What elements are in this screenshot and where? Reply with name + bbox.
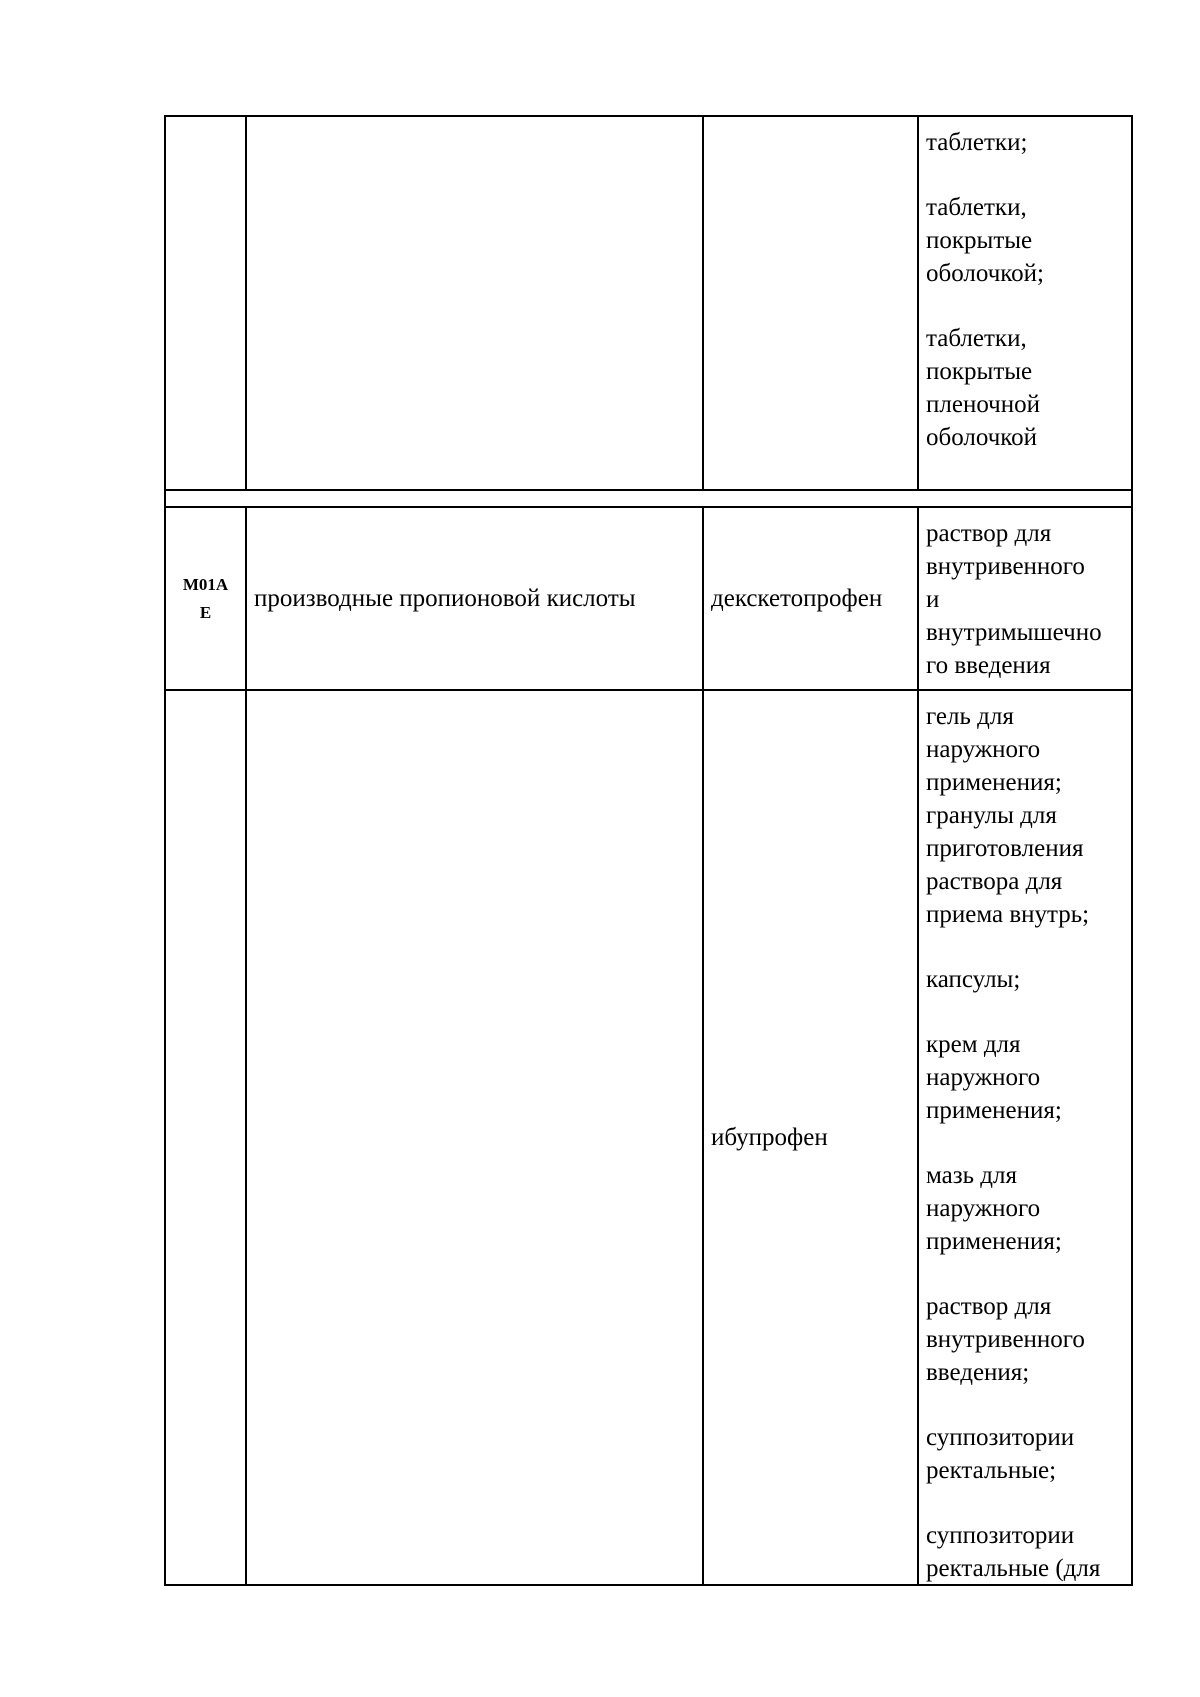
dosage-forms-list bbox=[919, 126, 1131, 454]
dosage-forms-list bbox=[919, 700, 1131, 1584]
group-cell bbox=[247, 117, 704, 489]
atc-code-cell bbox=[166, 691, 247, 1584]
group-cell bbox=[247, 691, 704, 1584]
dosage-forms-list bbox=[919, 517, 1131, 682]
dosage-form-item: суппозитории ректальные (для bbox=[926, 1522, 1101, 1582]
atc-code-cell bbox=[166, 508, 247, 689]
dosage-form-item: крем для наружного применения; bbox=[926, 1031, 1062, 1124]
dosage-form-item: капсулы; bbox=[926, 966, 1021, 993]
dosage-forms-cell bbox=[919, 508, 1131, 689]
dosage-form-item: суппозитории ректальные; bbox=[926, 1424, 1075, 1484]
drug-name: декскетопрофен bbox=[711, 585, 883, 612]
drug-table bbox=[164, 115, 1133, 1586]
dosage-form-item: мазь для наружного применения; bbox=[926, 1162, 1062, 1255]
pharmacological-group: производные пропионовой кислоты bbox=[254, 585, 636, 612]
atc-code-cell bbox=[166, 117, 247, 489]
drug-cell bbox=[704, 508, 919, 689]
table-row bbox=[166, 508, 1131, 691]
dosage-form-item: гель для наружного применения; гранулы для приготовления раствора для приема внутрь; bbox=[926, 703, 1090, 928]
dosage-form-item: раствор для внутривенного и внутримышечно го введения bbox=[926, 520, 1102, 679]
dosage-form-item: таблетки, покрытые оболочкой; bbox=[926, 194, 1044, 287]
drug-name: ибупрофен bbox=[711, 1124, 828, 1151]
dosage-form-item: таблетки, покрытые пленочной оболочкой bbox=[926, 325, 1041, 451]
dosage-form-item: раствор для внутривенного введения; bbox=[926, 1293, 1085, 1386]
dosage-forms-cell bbox=[919, 691, 1131, 1584]
group-cell bbox=[247, 508, 704, 689]
drug-cell bbox=[704, 691, 919, 1584]
drug-cell bbox=[704, 117, 919, 489]
atc-code: M01A E bbox=[182, 574, 229, 622]
dosage-form-item: таблетки; bbox=[926, 129, 1028, 156]
table-row bbox=[166, 691, 1131, 1584]
dosage-forms-cell bbox=[919, 117, 1131, 489]
table-separator-row bbox=[166, 491, 1131, 508]
table-row bbox=[166, 117, 1131, 491]
